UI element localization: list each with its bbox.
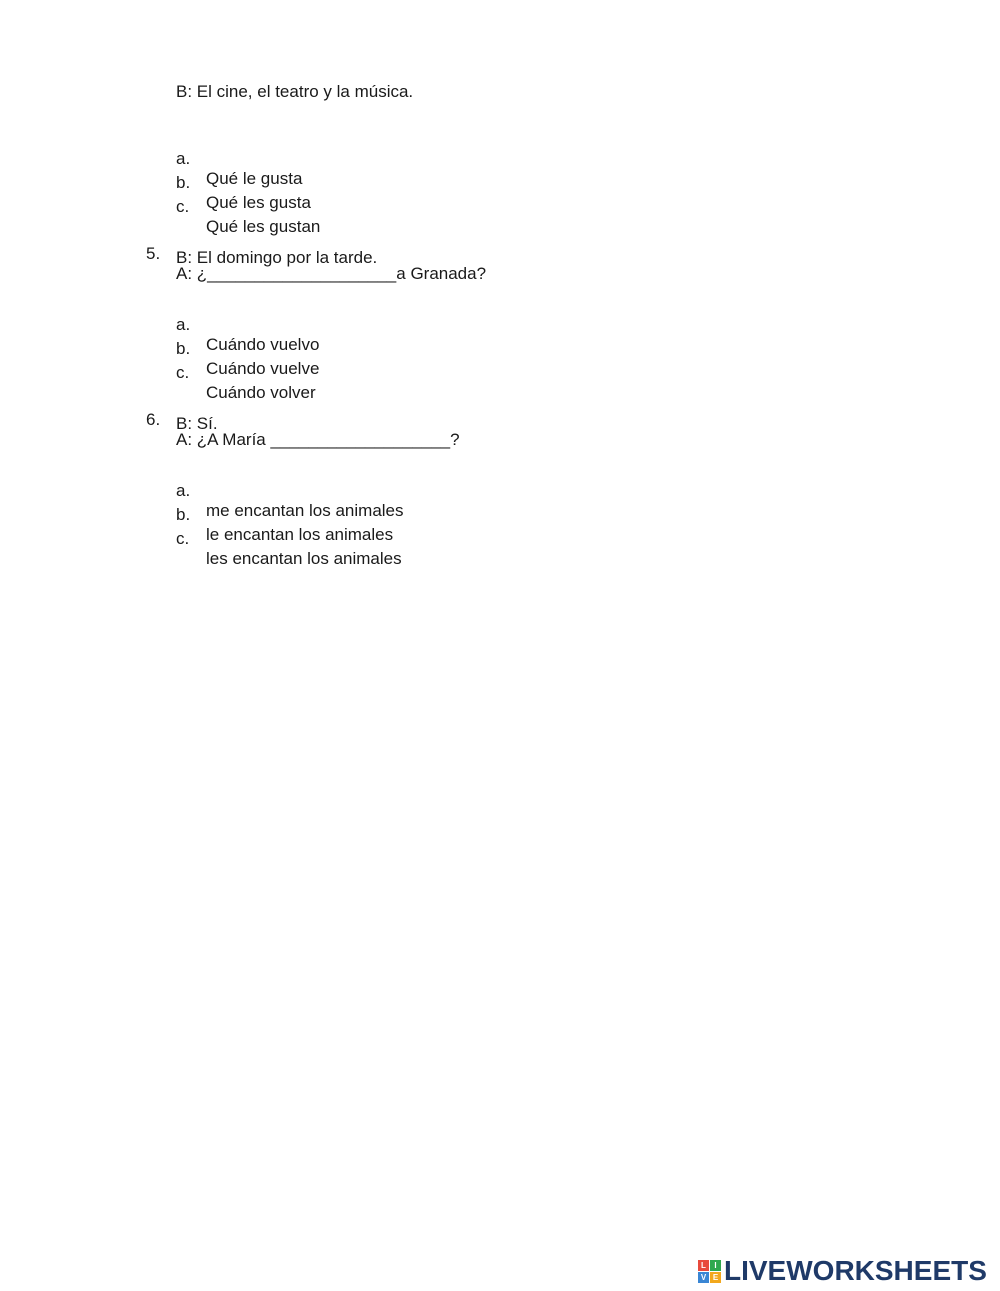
logo-block: E — [710, 1272, 721, 1283]
logo-block: I — [710, 1260, 721, 1271]
q4-answer-b: B: El cine, el teatro y la música. — [176, 82, 414, 101]
q6-answer-b: B: Sí. — [176, 414, 218, 433]
question-number: 6. — [146, 410, 161, 429]
q5-question — [0, 224, 1000, 284]
option-text: Cuándo vuelvo — [206, 335, 320, 354]
logo-block: L — [698, 1260, 709, 1271]
logo-text: LIVEWORKSHEETS — [724, 1255, 987, 1286]
logo-block: V — [698, 1272, 709, 1283]
option-text: Qué le gusta — [206, 169, 303, 188]
option-text: Qué les gusta — [206, 193, 311, 212]
q5-answer-b: B: El domingo por la tarde. — [176, 248, 378, 267]
option-text: Qué les gustan — [206, 217, 321, 236]
live-blocks-icon — [698, 1260, 721, 1283]
option-letter: a. — [176, 149, 191, 168]
question-number: 5. — [146, 244, 161, 263]
question-text: A: ¿A María ___________________? — [176, 430, 460, 449]
question-text: A: ¿____________________a Granada? — [176, 264, 487, 283]
option-text: Cuándo vuelve — [206, 359, 320, 378]
option-text: me encantan los animales — [206, 501, 404, 520]
option-text: Cuándo volver — [206, 383, 316, 402]
option-letter: c. — [176, 363, 190, 382]
q6-option-c[interactable] — [0, 509, 1000, 569]
option-letter: a. — [176, 481, 191, 500]
liveworksheets-logo — [698, 1256, 987, 1286]
option-letter: b. — [176, 339, 191, 358]
option-letter: c. — [176, 529, 190, 548]
q6-question — [0, 390, 1000, 450]
option-letter: b. — [176, 505, 191, 524]
option-text: le encantan los animales — [206, 525, 394, 544]
option-text: les encantan los animales — [206, 549, 402, 568]
option-letter: a. — [176, 315, 191, 334]
option-letter: b. — [176, 173, 191, 192]
option-letter: c. — [176, 197, 190, 216]
